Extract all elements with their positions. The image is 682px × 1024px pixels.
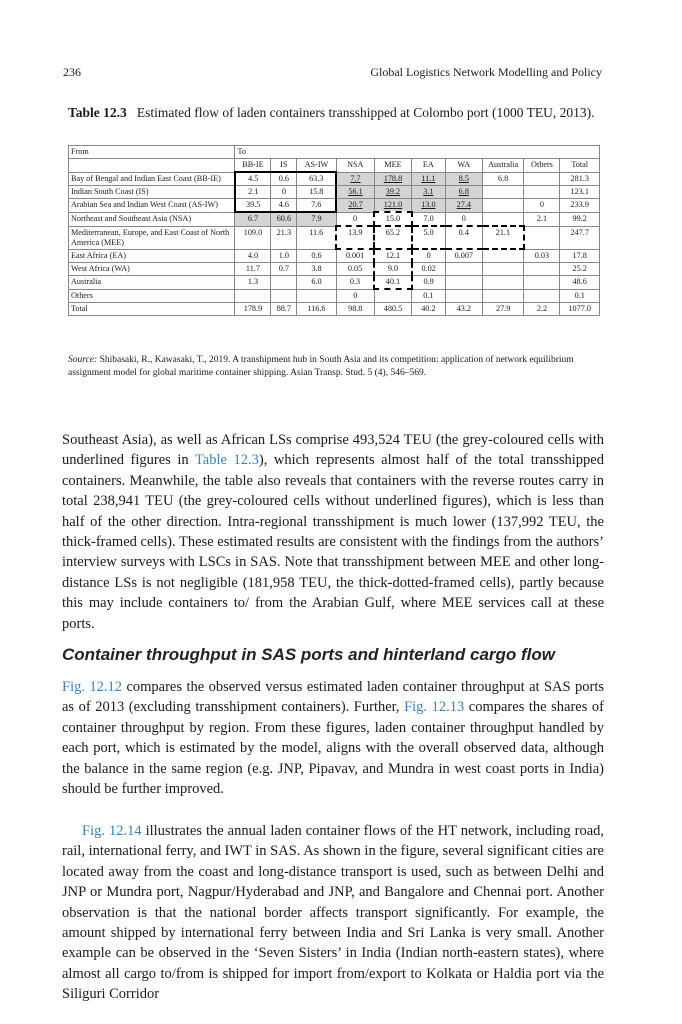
fig-12-12-link[interactable]: Fig. 12.12 bbox=[62, 679, 123, 695]
table-cell: 13.0 bbox=[412, 199, 446, 213]
table-cell: 281.3 bbox=[560, 172, 600, 186]
table-cell: 0.03 bbox=[524, 249, 560, 263]
table-cell: 17.8 bbox=[560, 249, 600, 263]
table-cell bbox=[271, 276, 297, 290]
table-row bbox=[69, 212, 600, 226]
table-cell: 7.6 bbox=[297, 199, 336, 213]
table-cell: 60.6 bbox=[271, 212, 297, 226]
page-number: 236 bbox=[63, 65, 81, 79]
table-cell: 0.007 bbox=[445, 249, 482, 263]
table-cell: 0.7 bbox=[271, 263, 297, 276]
table-cell: 121.0 bbox=[374, 199, 411, 213]
table-row bbox=[69, 226, 600, 249]
table-cell bbox=[482, 289, 524, 302]
table-cell: 39.5 bbox=[235, 199, 271, 213]
table-caption bbox=[68, 104, 608, 121]
table-cell bbox=[524, 226, 560, 249]
table-cell: 1.0 bbox=[271, 249, 297, 263]
table-cell: 13.9 bbox=[336, 226, 374, 249]
column-header-row bbox=[69, 159, 600, 173]
table-cell: 233.9 bbox=[560, 199, 600, 213]
row-label: East Africa (EA) bbox=[69, 249, 235, 263]
column-header: BB-IE bbox=[235, 159, 271, 173]
table-cell: 116.6 bbox=[297, 302, 336, 315]
table-cell: 0.1 bbox=[412, 289, 446, 302]
from-header: From bbox=[69, 146, 235, 159]
table-cell: 480.5 bbox=[374, 302, 411, 315]
table-cell: 0 bbox=[271, 186, 297, 199]
table-cell: 6.7 bbox=[235, 212, 271, 226]
table-source bbox=[68, 354, 600, 380]
column-header: AS-IW bbox=[297, 159, 336, 173]
table-row bbox=[69, 186, 600, 199]
table-cell bbox=[524, 289, 560, 302]
column-header: NSA bbox=[336, 159, 374, 173]
table-cell: 178.9 bbox=[235, 302, 271, 315]
table-cell: 25.2 bbox=[560, 263, 600, 276]
table-cell: 4.5 bbox=[235, 172, 271, 186]
table-cell: 1077.0 bbox=[560, 302, 600, 315]
row-label: Australia bbox=[69, 276, 235, 290]
column-header: IS bbox=[271, 159, 297, 173]
table-cell: 0 bbox=[524, 199, 560, 213]
row-label: Arabian Sea and Indian West Coast (AS-IW) bbox=[69, 199, 235, 213]
row-label: West Africa (WA) bbox=[69, 263, 235, 276]
table-cell: 6.8 bbox=[482, 172, 524, 186]
to-header: To bbox=[235, 146, 600, 159]
table-cell: 0 bbox=[412, 249, 446, 263]
table-cell bbox=[374, 289, 411, 302]
table-cell: 21.3 bbox=[271, 226, 297, 249]
table-cell: 15.0 bbox=[374, 212, 411, 226]
running-title: Global Logistics Network Modelling and Policy bbox=[370, 65, 602, 79]
table-cell: 7.7 bbox=[336, 172, 374, 186]
table-cell: 0.1 bbox=[560, 289, 600, 302]
table-cell: 0.05 bbox=[336, 263, 374, 276]
table-cell: 8.5 bbox=[445, 172, 482, 186]
table-cell: 2.1 bbox=[524, 212, 560, 226]
table-label: Table 12.3 bbox=[68, 105, 127, 120]
table-cell: 11.6 bbox=[297, 226, 336, 249]
table-cell: 2.2 bbox=[524, 302, 560, 315]
table-cell: 0.02 bbox=[412, 263, 446, 276]
table-cell bbox=[524, 276, 560, 290]
table-cell: 27.9 bbox=[482, 302, 524, 315]
fig-12-14-link[interactable]: Fig. 12.14 bbox=[82, 823, 142, 839]
table-cell: 40.1 bbox=[374, 276, 411, 290]
section-heading: Container throughput in SAS ports and hinterland cargo flow bbox=[62, 645, 555, 664]
table-cell bbox=[445, 263, 482, 276]
table-cell: 39.2 bbox=[374, 186, 411, 199]
source-text: Shibasaki, R., Kawasaki, T., 2019. A transhipment hub in South Asia and its competition: application of network equilibrium assignment model for global maritime container shipping. Asian Transp. Stud. 5 (4), 546–569. bbox=[68, 355, 574, 378]
table-cell bbox=[482, 276, 524, 290]
table-cell bbox=[445, 276, 482, 290]
table-cell: 0 bbox=[336, 212, 374, 226]
table-cell bbox=[235, 289, 271, 302]
table-cell: 4.0 bbox=[235, 249, 271, 263]
table-cell: 247.7 bbox=[560, 226, 600, 249]
table-cell: 0.9 bbox=[412, 276, 446, 290]
row-label: Others bbox=[69, 289, 235, 302]
table-cell: 65.2 bbox=[374, 226, 411, 249]
table-cell: 109.0 bbox=[235, 226, 271, 249]
table-12-3-link[interactable]: Table 12.3 bbox=[194, 452, 259, 469]
flow-table bbox=[68, 145, 600, 316]
table-cell bbox=[482, 199, 524, 213]
table-cell bbox=[445, 289, 482, 302]
paragraph-2: Fig. 12.12 compares the observed versus estimated laden container throughput at SAS ports as of 2013 (excluding transshipment containers). Further, Fig. 12.13 compares the shares of container throughput by region. From these figures, laden container throughput handled by each port, which is estimated by the model, aligns with the overall observed data, although the balance in the same region (e.g. JNP, Pipavav, and Mundra in west coast ports in India) should be further improved. bbox=[62, 679, 605, 798]
column-header: MEE bbox=[374, 159, 411, 173]
table-cell bbox=[524, 172, 560, 186]
row-label: Total bbox=[69, 302, 235, 315]
table-cell: 9.0 bbox=[374, 263, 411, 276]
table-cell: 20.7 bbox=[336, 199, 374, 213]
table-cell bbox=[271, 289, 297, 302]
table-cell: 6.8 bbox=[445, 186, 482, 199]
table-cell: 123.1 bbox=[560, 186, 600, 199]
table-cell bbox=[524, 263, 560, 276]
table-cell bbox=[482, 263, 524, 276]
column-header: Australia bbox=[482, 159, 524, 173]
table-cell: 40.2 bbox=[412, 302, 446, 315]
table-cell: 27.4 bbox=[445, 199, 482, 213]
table-row bbox=[69, 302, 600, 315]
fig-12-13-link[interactable]: Fig. 12.13 bbox=[404, 699, 465, 716]
table-cell: 178.8 bbox=[374, 172, 411, 186]
table-cell: 99.2 bbox=[560, 212, 600, 226]
column-header: Total bbox=[560, 159, 600, 173]
table-cell: 43.2 bbox=[445, 302, 482, 315]
table-cell: 1.3 bbox=[235, 276, 271, 290]
column-header: Others bbox=[524, 159, 560, 173]
source-label: Source: bbox=[68, 355, 98, 365]
table-row bbox=[69, 249, 600, 263]
table-cell bbox=[482, 186, 524, 199]
paragraph-1: Southeast Asia), as well as African LSs comprise 493,524 TEU (the grey-coloured cells with underlined figures in Table 12.3), which represents almost half of the total transshipped containers. Meanwhile, the table also reveals that containers with the reverse routes carry in total 238,941 TEU (the grey-coloured cells without underlined figures), which is less than half of the other direction. Intra-regional transshipment is much lower (137,992 TEU, the thick-framed cells). These estimated results are consistent with the findings from the authors’ interview surveys with LSCs in SAS. Note that transshipment between MEE and other long-distance LSs is not negligible (181,958 TEU, the thick-dotted-framed cells), partly because this may include containers to/ from the Arabian Gulf, where MEE services call at these ports. bbox=[62, 432, 604, 632]
table-cell: 7.0 bbox=[412, 212, 446, 226]
table-cell: 15.8 bbox=[297, 186, 336, 199]
table-cell: 11.7 bbox=[235, 263, 271, 276]
table-cell: 6.0 bbox=[297, 276, 336, 290]
table-cell: 88.7 bbox=[271, 302, 297, 315]
row-label: Bay of Bengal and Indian East Coast (BB-IE) bbox=[69, 172, 235, 186]
table-cell: 48.6 bbox=[560, 276, 600, 290]
table-cell bbox=[297, 289, 336, 302]
column-header: WA bbox=[445, 159, 482, 173]
table-cell: 0.6 bbox=[271, 172, 297, 186]
table-cell: 4.6 bbox=[271, 199, 297, 213]
table-cell: 0.001 bbox=[336, 249, 374, 263]
table-cell: 0.3 bbox=[336, 276, 374, 290]
table-cell: 5.0 bbox=[412, 226, 446, 249]
table-row bbox=[69, 263, 600, 276]
table-cell bbox=[482, 249, 524, 263]
table-cell: 11.1 bbox=[412, 172, 446, 186]
table-cell: 3.8 bbox=[297, 263, 336, 276]
table-cell: 2.1 bbox=[235, 186, 271, 199]
table-row bbox=[69, 172, 600, 186]
table-cell: 0 bbox=[336, 289, 374, 302]
table-cell: 0 bbox=[445, 212, 482, 226]
table-caption-text: Estimated flow of laden containers transshipped at Colombo port (1000 TEU, 2013). bbox=[136, 105, 595, 120]
column-header: EA bbox=[412, 159, 446, 173]
table-row bbox=[69, 276, 600, 290]
table-cell: 7.9 bbox=[297, 212, 336, 226]
table-cell: 21.1 bbox=[482, 226, 524, 249]
table-cell bbox=[524, 186, 560, 199]
table-cell: 63.3 bbox=[297, 172, 336, 186]
row-label: Northeast and Southeast Asia (NSA) bbox=[69, 212, 235, 226]
row-label: Mediterranean, Europe, and East Coast of North America (MEE) bbox=[69, 226, 235, 249]
table-cell: 12.1 bbox=[374, 249, 411, 263]
paragraph-3: Fig. 12.14 illustrates the annual laden container flows of the HT network, including road, rail, international ferry, and IWT in SAS. As shown in the figure, several significant cities are located away from the coast and long-distance transport is used, such as between Delhi and JNP or Mundra port, Nagpur/Hyderabad and JNP, and Bangalore and Chennai port. Another observation is that the national border affects transport significantly. For example, the amount shipped by international ferry between India and Sri Lanka is very small. Another example can be observed in the ‘Seven Sisters’ in India (Indian north-eastern states), where almost all cargo to/from is shipped for import from/export to Kolkata or Haldia port via the Siliguri Corridor bbox=[62, 823, 605, 1003]
table-cell: 0.4 bbox=[445, 226, 482, 249]
table-cell: 56.1 bbox=[336, 186, 374, 199]
table-cell: 0.6 bbox=[297, 249, 336, 263]
table-row bbox=[69, 289, 600, 302]
table-cell: 3.1 bbox=[412, 186, 446, 199]
table-cell bbox=[482, 212, 524, 226]
table-cell: 98.8 bbox=[336, 302, 374, 315]
row-label: Indian South Coast (IS) bbox=[69, 186, 235, 199]
table-row bbox=[69, 199, 600, 213]
